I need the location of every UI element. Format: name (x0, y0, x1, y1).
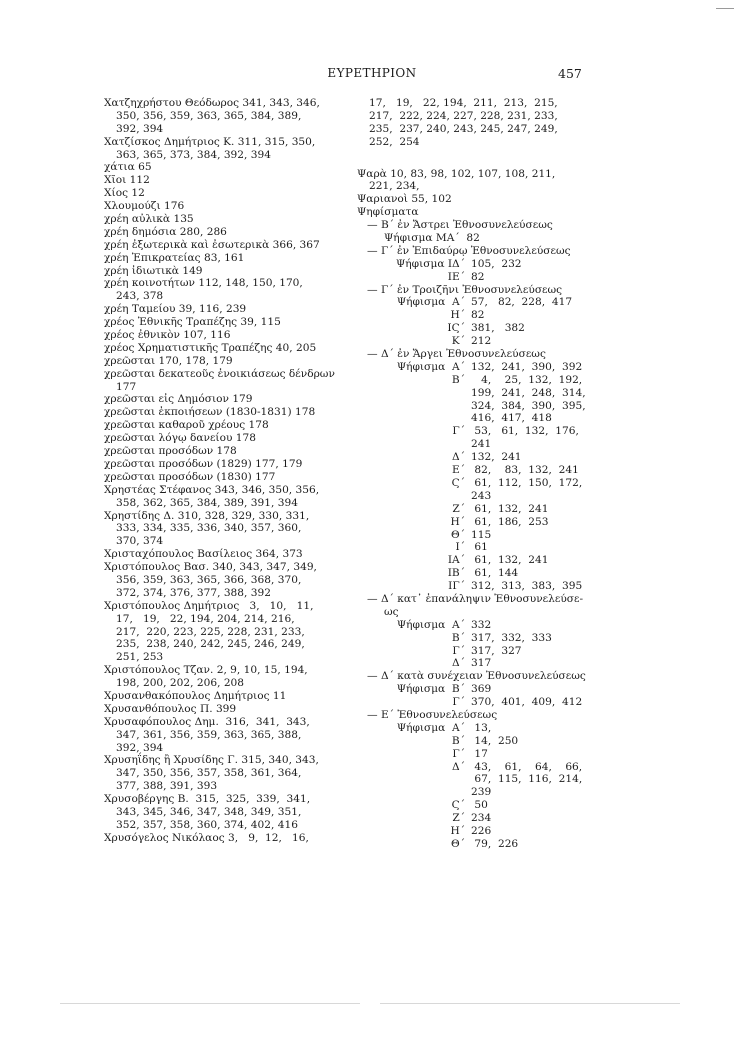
index-entry: Χίος 12 (104, 187, 145, 200)
resolution-row (357, 322, 597, 335)
resolution-label (357, 387, 465, 400)
resolution-pages: 132, 241 (471, 451, 522, 464)
resolution-pages: 416, 417, 418 (471, 412, 552, 425)
index-entry: Χῖοι 112 (104, 174, 150, 187)
resolution-pages: 13, (471, 721, 492, 734)
index-entry: χρεῶσται προσόδων (1829) 177, 179 (104, 457, 303, 470)
index-entry: χρεῶσται προσόδων 178 (104, 445, 237, 458)
resolution-label (357, 400, 465, 413)
index-entry: χρεῶσται προσόδων (1830) 177 (104, 470, 276, 483)
resolution-label (357, 786, 465, 799)
index-entry: Χρυσηΐδης ἢ Χρυσίδης Γ. 315, 340, 343, (104, 754, 319, 767)
resolution-row (357, 412, 597, 425)
resolution-pages: 239 (471, 786, 492, 799)
index-entry: Ψήφισμα ΜΑ΄ 82 (384, 232, 480, 245)
resolution-label: Ψήφισμα ΙΔ΄ (396, 257, 465, 270)
index-entry: χάτια 65 (104, 161, 152, 174)
index-entry-continuation: 347, 361, 356, 359, 363, 365, 388, (116, 728, 302, 741)
resolution-pages: 105, 232 (471, 257, 522, 270)
resolution-pages: 82, 83, 132, 241 (471, 464, 579, 477)
resolution-pages: 82 (471, 309, 485, 322)
index-entry-continuation: 177 (116, 380, 137, 393)
resolution-row (357, 490, 597, 503)
index-entry-continuation: 377, 388, 391, 393 (116, 780, 218, 793)
resolution-row (357, 838, 597, 851)
index-entry: 252, 254 (369, 135, 420, 148)
index-entry-continuation: 17, 19, 22, 194, 204, 214, 216, (116, 612, 295, 625)
index-entry: Ψαρὰ 10, 83, 98, 102, 107, 108, 211, (357, 167, 556, 180)
resolution-row (357, 296, 597, 309)
index-entry: — Δ΄ κατ᾽ ἐπανάληψιν Ἐθνοσυνελεύσε- (367, 592, 584, 605)
resolution-pages: 381, 382 (471, 322, 525, 335)
index-entry-continuation: 198, 200, 202, 206, 208 (116, 677, 245, 690)
resolution-row (357, 825, 597, 838)
resolution-row (357, 361, 597, 374)
resolution-pages: 324, 384, 390, 395, (471, 399, 586, 412)
resolution-pages: 50 (471, 799, 488, 812)
resolution-row (357, 477, 597, 490)
index-entry: Χλουμούζι 176 (104, 200, 185, 213)
resolution-label: Γ΄ (452, 747, 465, 760)
resolution-pages: 317, 332, 333 (471, 631, 552, 644)
index-entry: χρεῶσται καθαροῦ χρέους 178 (104, 419, 269, 432)
resolution-row (357, 696, 597, 709)
resolution-label: Ψήφισμα Β΄ (396, 683, 465, 696)
resolution-label: Γ΄ (452, 425, 465, 438)
resolution-row (357, 387, 597, 400)
resolution-label: Ψήφισμα Α΄ (396, 296, 465, 309)
resolution-label: Γ΄ (452, 644, 465, 657)
index-entry: ως (384, 605, 399, 618)
resolution-label: ΙΓ΄ (448, 580, 465, 593)
index-entry: χρέη Ταμείου 39, 116, 239 (104, 303, 247, 316)
index-entry-continuation: 343, 345, 346, 347, 348, 349, 351, (116, 805, 302, 818)
resolution-row (357, 529, 597, 542)
index-entry: χρέη ἰδιωτικὰ 149 (104, 264, 203, 277)
resolution-row (357, 503, 597, 516)
index-entry: χρέη κοινοτήτων 112, 148, 150, 170, (104, 277, 303, 290)
index-entry: χρεῶσται δεκατεοῦς ἐνοικιάσεως δένδρων (104, 367, 335, 380)
resolution-row (357, 657, 597, 670)
resolution-label: Ϛ΄ (451, 799, 465, 812)
index-entry: 217, 222, 224, 227, 228, 231, 233, (369, 109, 558, 122)
index-entry: Χριστόπουλος Τζαν. 2, 9, 10, 15, 194, (104, 664, 308, 677)
running-head: ΕΥΡΕΤΗΡΙΟΝ (327, 66, 417, 80)
index-entry-continuation: 358, 362, 365, 384, 389, 391, 394 (116, 496, 298, 509)
index-entry: — Δ΄ κατὰ συνέχειαν Ἐθνοσυνελεύσεως (367, 670, 586, 683)
resolution-label: ΙΒ΄ (447, 567, 465, 580)
index-entry: — Γ΄ ἐν Τροιζῆνι Ἐθνοσυνελεύσεως (367, 283, 563, 296)
index-entry-continuation: 392, 394 (116, 741, 164, 754)
resolution-label: Β΄ (451, 373, 465, 386)
resolution-row (357, 761, 597, 774)
resolution-pages: 14, 250 (471, 734, 519, 747)
resolution-row (357, 271, 597, 284)
resolution-label (357, 490, 465, 503)
resolution-label: Η΄ (450, 515, 465, 528)
resolution-pages: 57, 82, 228, 417 (471, 296, 573, 309)
resolution-pages: 4, 25, 132, 192, (471, 373, 583, 386)
resolution-row (357, 619, 597, 632)
resolution-pages: 332 (471, 618, 492, 631)
index-entry-continuation: 347, 350, 356, 357, 358, 361, 364, (116, 767, 302, 780)
resolution-label: Θ΄ (451, 837, 465, 850)
resolution-row (357, 464, 597, 477)
resolution-pages: 132, 241, 390, 392 (471, 360, 583, 373)
resolution-pages: 43, 61, 64, 66, (471, 760, 583, 773)
index-entry-continuation: 370, 374 (116, 535, 164, 548)
resolution-pages: 61, 144 (471, 567, 519, 580)
index-entry: χρεῶσται ἐκποιήσεων (1830-1831) 178 (104, 406, 316, 419)
index-entry: χρέος ἐθνικὸν 107, 116 (104, 329, 231, 342)
resolution-row (357, 735, 597, 748)
resolution-label: Γ΄ (452, 696, 465, 709)
resolution-label: Θ΄ (451, 528, 465, 541)
index-entry: Χριστόπουλος Βασ. 340, 343, 347, 349, (104, 561, 317, 574)
resolution-row (357, 580, 597, 593)
resolution-row (357, 567, 597, 580)
resolution-label: Κ΄ (451, 335, 465, 348)
index-entry: — Β΄ ἐν Ἄστρει Ἐθνοσυνελεύσεως (367, 219, 553, 232)
index-entry: χρέη δημόσια 280, 286 (104, 225, 227, 238)
resolution-pages: 67, 115, 116, 214, (471, 773, 583, 786)
resolution-label: Ψήφισμα Α΄ (396, 618, 465, 631)
index-entry-continuation: 217, 220, 223, 225, 228, 231, 233, (116, 625, 305, 638)
resolution-row (357, 438, 597, 451)
index-column-left (104, 97, 334, 845)
resolution-row (357, 722, 597, 735)
resolution-label: Β΄ (451, 734, 465, 747)
resolution-label (357, 412, 465, 425)
index-entry: Χατζίσκος Δημήτριος Κ. 311, 315, 350, (104, 135, 316, 148)
index-entry: χρέος Χρηματιστικῆς Τραπέζης 40, 205 (104, 341, 317, 354)
index-entry: Ψαριανοὶ 55, 102 (357, 193, 452, 206)
index-entry-continuation: 251, 253 (116, 651, 164, 664)
resolution-label: Ζ΄ (452, 812, 465, 825)
index-entry: — Δ΄ ἐν Ἄργει Ἐθνοσυνελεύσεως (367, 348, 546, 361)
index-entry: — Γ΄ ἐν Ἐπιδαύρῳ Ἐθνοσυνελεύσεως (367, 244, 571, 257)
entry-gap (357, 149, 597, 168)
index-entry-continuation: 372, 374, 376, 377, 388, 392 (116, 586, 271, 599)
resolution-row (357, 516, 597, 529)
index-entry: χρέος Ἐθνικῆς Τραπέζης 39, 115 (104, 316, 281, 329)
index-entry: Χρυσαφόπουλος Δημ. 316, 341, 343, (104, 715, 310, 728)
index-entry: Χρυσόγελος Νικόλαος 3, 9, 12, 16, (104, 831, 309, 844)
resolution-pages: 226 (471, 824, 492, 837)
index-entry: 17, 19, 22, 194, 211, 213, 215, (369, 97, 558, 109)
index-entry: χρεῶσται εἰς Δημόσιον 179 (104, 393, 253, 406)
resolution-row (357, 541, 597, 554)
index-entry-continuation: 356, 359, 363, 365, 366, 368, 370, (116, 573, 302, 586)
resolution-pages: 53, 61, 132, 176, (471, 425, 579, 438)
resolution-label: Ζ΄ (452, 502, 465, 515)
index-entry: Χρισταχόπουλος Βασίλειος 364, 373 (104, 548, 303, 561)
index-entry: Ψηφίσματα (357, 206, 419, 219)
resolution-label: Β΄ (451, 631, 465, 644)
scan-speck (60, 1003, 360, 1004)
resolution-row (357, 799, 597, 812)
resolution-label: Η΄ (450, 309, 465, 322)
resolution-pages: 317 (471, 657, 492, 670)
resolution-label: Ψήφισμα Α΄ (396, 360, 465, 373)
index-entry: Χρυσανθακόπουλος Δημήτριος 11 (104, 689, 287, 702)
resolution-row (357, 645, 597, 658)
index-entry: Χρυσανθόπουλος Π. 399 (104, 702, 237, 715)
resolution-pages: 61, 132, 241 (471, 502, 549, 515)
resolution-label: ΙΕ΄ (447, 270, 465, 283)
scan-speck (716, 8, 734, 9)
resolution-label: Ϛ΄ (451, 476, 465, 489)
resolution-pages: 234 (471, 812, 492, 825)
resolution-pages: 312, 313, 383, 395 (471, 580, 583, 593)
resolution-label: Δ΄ (452, 451, 465, 464)
index-entry: Χατζηχρήστου Θεόδωρος 341, 343, 346, (104, 97, 320, 109)
resolution-pages: 115 (471, 528, 492, 541)
resolution-pages: 243 (471, 489, 492, 502)
resolution-row (357, 554, 597, 567)
resolution-row (357, 400, 597, 413)
index-entry-continuation: 235, 238, 240, 242, 245, 246, 249, (116, 638, 305, 651)
index-entry: Χρηστέας Στέφανος 343, 346, 350, 356, (104, 483, 320, 496)
index-entry: — Ε΄ Ἐθνοσυνελεύσεως (367, 708, 498, 721)
resolution-pages: 17 (471, 747, 488, 760)
index-entry: χρεῶσται λόγῳ δανείου 178 (104, 432, 256, 445)
index-entry-continuation: 352, 357, 358, 360, 374, 402, 416 (116, 818, 298, 831)
index-entry: χρέη ἐξωτερικὰ καὶ ἐσωτερικὰ 366, 367 (104, 238, 320, 251)
index-entry: 221, 234, (369, 180, 420, 193)
resolution-pages: 212 (471, 335, 492, 348)
index-entry-continuation: 243, 378 (116, 290, 164, 303)
resolution-pages: 369 (471, 683, 492, 696)
index-entry: χρέη Ἐπικρατείας 83, 161 (104, 251, 245, 264)
resolution-pages: 61, 186, 253 (471, 515, 549, 528)
resolution-row (357, 374, 597, 387)
resolution-label (357, 773, 465, 786)
resolution-pages: 79, 226 (471, 837, 519, 850)
index-entry: Χριστόπουλος Δημήτριος 3, 10, 11, (104, 599, 314, 612)
index-entry: Χρυσοβέργης Β. 315, 325, 339, 341, (104, 793, 311, 806)
resolution-row (357, 786, 597, 799)
resolution-label: ΙΑ΄ (447, 554, 465, 567)
resolution-pages: 317, 327 (471, 644, 522, 657)
index-entry: χρεῶσται 170, 178, 179 (104, 354, 233, 367)
index-column-right (357, 97, 597, 851)
resolution-label: Η΄ (450, 824, 465, 837)
resolution-pages: 61 (471, 541, 488, 554)
resolution-row (357, 335, 597, 348)
resolution-label: Ψήφισμα Α΄ (396, 721, 465, 734)
resolution-label: ΙϚ΄ (447, 322, 465, 335)
resolution-row (357, 773, 597, 786)
index-entry-continuation: 333, 334, 335, 336, 340, 357, 360, (116, 522, 302, 535)
resolution-row (357, 632, 597, 645)
resolution-label: Δ΄ (452, 657, 465, 670)
resolution-label: Δ΄ (452, 760, 465, 773)
resolution-row (357, 258, 597, 271)
resolution-pages: 241 (471, 438, 492, 451)
resolution-row (357, 812, 597, 825)
resolution-label: Ι΄ (455, 541, 465, 554)
resolution-row (357, 451, 597, 464)
resolution-pages: 82 (471, 270, 485, 283)
resolution-label (357, 438, 465, 451)
index-entry-continuation: 363, 365, 373, 384, 392, 394 (116, 148, 271, 161)
index-entry: 235, 237, 240, 243, 245, 247, 249, (369, 122, 558, 135)
resolution-pages: 370, 401, 409, 412 (471, 696, 583, 709)
index-entry-continuation: 392, 394 (116, 122, 164, 135)
resolution-row (357, 425, 597, 438)
scan-speck (380, 1003, 680, 1004)
resolution-row (357, 748, 597, 761)
index-entry: χρέη αὐλικὰ 135 (104, 213, 194, 226)
index-entry: Χρηστίδης Δ. 310, 328, 329, 330, 331, (104, 509, 310, 522)
resolution-pages: 61, 112, 150, 172, (471, 476, 583, 489)
index-entry-continuation: 350, 356, 359, 363, 365, 384, 389, (116, 109, 302, 122)
resolution-label: Ε΄ (451, 464, 465, 477)
resolution-pages: 199, 241, 248, 314, (471, 386, 586, 399)
resolution-row (357, 309, 597, 322)
resolution-row (357, 683, 597, 696)
resolution-pages: 61, 132, 241 (471, 554, 549, 567)
page-number: 457 (558, 66, 582, 81)
